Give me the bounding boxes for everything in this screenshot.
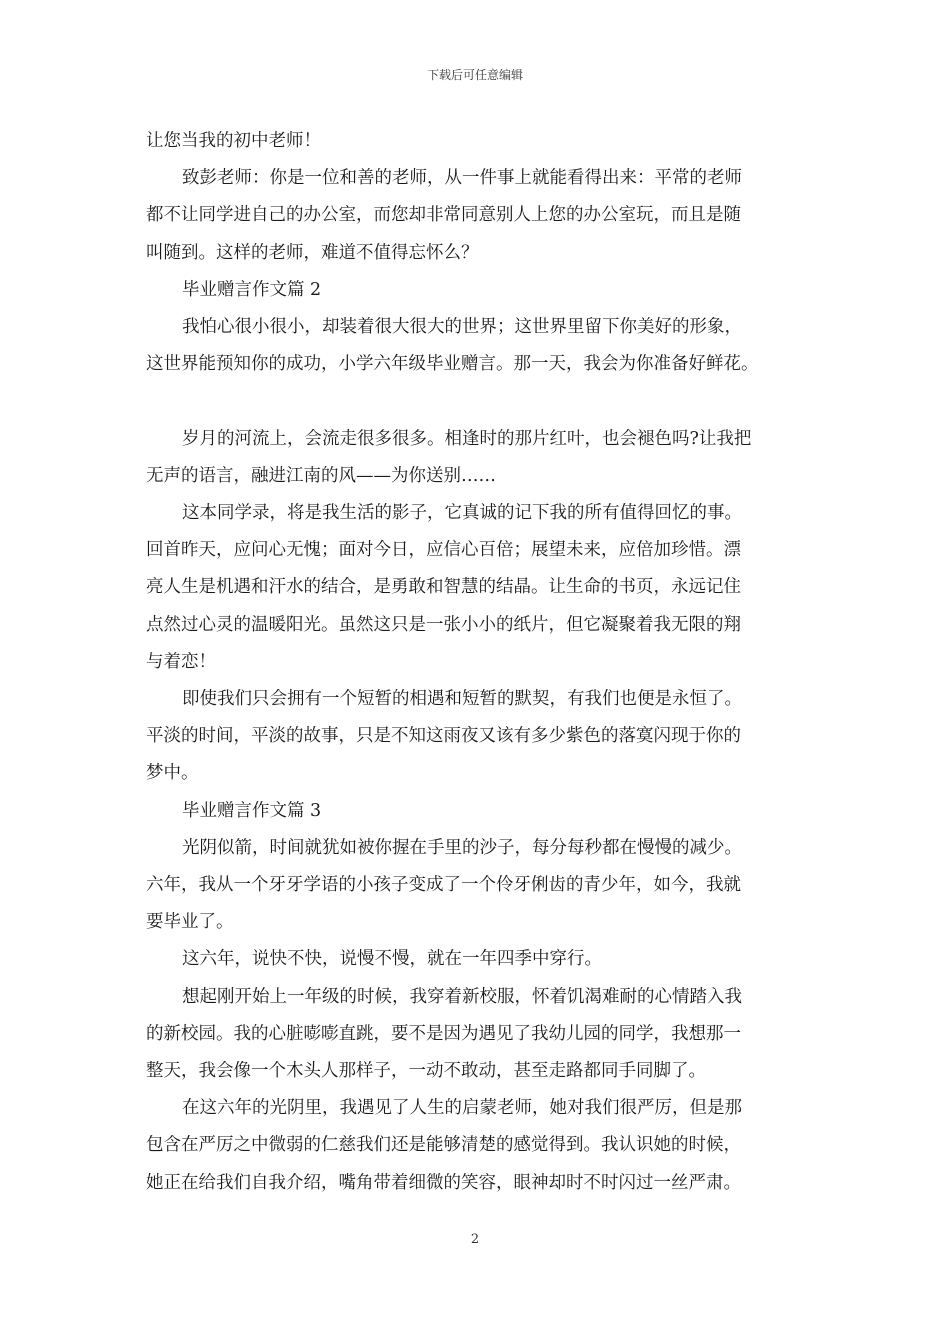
section-heading: 毕业赠言作文篇 2 xyxy=(182,279,322,300)
page-number: 2 xyxy=(470,1232,480,1247)
text-line: 回首昨天，应问心无愧；面对今日，应信心百倍；展望未来，应倍加珍惜。漂 xyxy=(146,540,741,561)
text-line: 岁月的河流上，会流走很多很多。相逢时的那片红叶，也会褪色吗?让我把 xyxy=(182,428,752,449)
text-line: 这世界能预知你的成功，小学六年级毕业赠言。那一天，我会为你准备好鲜花。 xyxy=(146,354,759,375)
text-line: 包含在严厉之中微弱的仁慈我们还是能够清楚的感觉得到。我认识她的时候， xyxy=(146,1135,741,1156)
text-line: 我怕心很小很小，却装着很大很大的世界；这世界里留下你美好的形象， xyxy=(182,317,742,338)
text-line: 整天，我会像一个木头人那样子，一动不敢动，甚至走路都同手同脚了。 xyxy=(146,1061,706,1082)
text-line: 都不让同学进自己的办公室，而您却非常同意别人上您的办公室玩，而且是随 xyxy=(146,205,741,226)
text-line: 她正在给我们自我介绍，嘴角带着细微的笑容，眼神却时不时闪过一丝严肃。 xyxy=(146,1172,741,1193)
section-heading: 毕业赠言作文篇 3 xyxy=(182,800,322,821)
text-line: 光阴似箭，时间就犹如被你握在手里的沙子，每分每秒都在慢慢的减少。 xyxy=(182,837,742,858)
blank-line xyxy=(146,383,826,420)
text-line: 叫随到。这样的老师，难道不值得忘怀么？ xyxy=(146,242,479,263)
text-line: 这本同学录，将是我生活的影子，它真诚的记下我的所有值得回忆的事。 xyxy=(182,503,742,524)
text-line: 让您当我的初中老师！ xyxy=(146,131,321,151)
text-line: 想起刚开始上一年级的时候，我穿着新校服，怀着饥渴难耐的心情踏入我 xyxy=(182,986,742,1007)
text-line: 六年，我从一个牙牙学语的小孩子变成了一个伶牙俐齿的青少年，如今，我就 xyxy=(146,875,741,896)
document-body xyxy=(146,123,826,1202)
text-line: 点然过心灵的温暖阳光。虽然这只是一张小小的纸片，但它凝聚着我无限的翔 xyxy=(146,614,741,635)
text-line: 即使我们只会拥有一个短暂的相遇和短暂的默契，有我们也便是永恒了。 xyxy=(182,689,742,710)
text-line: 致彭老师：你是一位和善的老师，从一件事上就能看得出来：平常的老师 xyxy=(182,168,742,189)
text-line: 与着恋！ xyxy=(146,651,216,672)
text-line: 这六年，说快不快，说慢不慢，就在一年四季中穿行。 xyxy=(182,949,602,970)
text-line: 的新校园。我的心脏嘭嘭直跳，要不是因为遇见了我幼儿园的同学，我想那一 xyxy=(146,1023,741,1044)
text-line: 在这六年的光阴里，我遇见了人生的启蒙老师，她对我们很严厉，但是那 xyxy=(182,1098,742,1119)
page-header: 下载后可任意编辑 xyxy=(426,68,523,82)
text-line: 平淡的时间，平淡的故事，只是不知这雨夜又该有多少紫色的落寞闪现于你的 xyxy=(146,726,741,747)
text-line: 无声的语言，融进江南的风——为你送别…… xyxy=(146,465,496,486)
text-line: 亮人生是机遇和汗水的结合，是勇敢和智慧的结晶。让生命的书页，永远记住 xyxy=(146,577,741,598)
text-line: 梦中。 xyxy=(146,763,199,784)
text-line: 要毕业了。 xyxy=(146,912,234,933)
